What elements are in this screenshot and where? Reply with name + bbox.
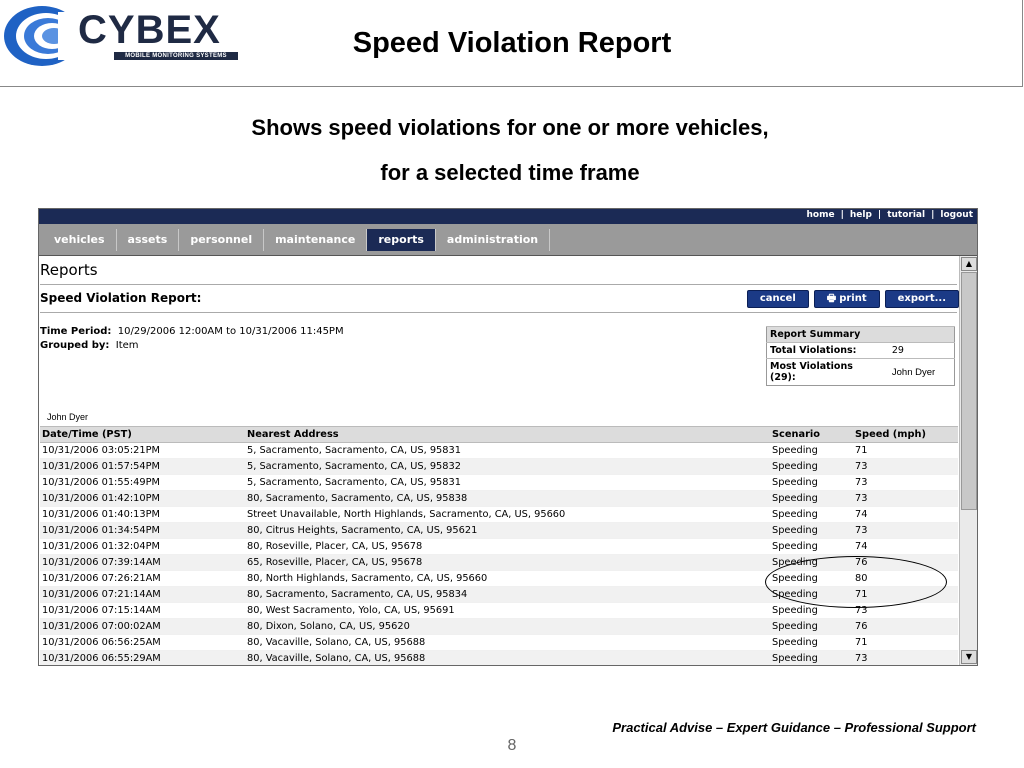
- table-row: [40, 475, 958, 491]
- slide-title: Speed Violation Report: [352, 27, 672, 59]
- table-row: [40, 459, 958, 475]
- top-links: [806, 210, 973, 220]
- column-speed[interactable]: Speed (mph): [853, 427, 958, 443]
- cell-datetime: 10/31/2006 07:26:21AM: [40, 571, 245, 587]
- cell-address: 80, Vacaville, Solano, CA, US, 95688: [245, 635, 770, 651]
- scroll-up-arrow-icon[interactable]: ▲: [961, 257, 977, 271]
- cell-speed: 71: [853, 635, 958, 651]
- slide-header: [0, 0, 1023, 87]
- cell-scenario: Speeding: [770, 603, 853, 619]
- cell-speed: 71: [853, 443, 958, 459]
- cell-scenario: Speeding: [770, 619, 853, 635]
- slide-footer: Practical Advise – Expert Guidance – Professional Support: [612, 720, 976, 735]
- cell-speed: 74: [853, 539, 958, 555]
- cell-address: 5, Sacramento, Sacramento, CA, US, 95831: [245, 443, 770, 459]
- cell-scenario: Speeding: [770, 523, 853, 539]
- table-row: [40, 443, 958, 459]
- cell-datetime: 10/31/2006 01:42:10PM: [40, 491, 245, 507]
- cell-datetime: 10/31/2006 06:55:29AM: [40, 651, 245, 666]
- cell-address: 80, West Sacramento, Yolo, CA, US, 95691: [245, 603, 770, 619]
- cell-speed: 80: [853, 571, 958, 587]
- cell-scenario: Speeding: [770, 571, 853, 587]
- column-address[interactable]: Nearest Address: [245, 427, 770, 443]
- grouped-by-value: Item: [115, 340, 139, 351]
- cell-speed: 73: [853, 459, 958, 475]
- table-header-row: [40, 427, 958, 443]
- cell-scenario: Speeding: [770, 443, 853, 459]
- export-label: export...: [897, 293, 946, 304]
- scroll-thumb[interactable]: [961, 272, 977, 510]
- subtitle-line-2: for a selected time frame: [380, 160, 640, 185]
- report-actions: [747, 290, 959, 308]
- table-row: [40, 491, 958, 507]
- report-summary: [766, 326, 955, 386]
- cell-datetime: 10/31/2006 01:40:13PM: [40, 507, 245, 523]
- cell-speed: 73: [853, 491, 958, 507]
- column-datetime[interactable]: Date/Time (PST): [40, 427, 245, 443]
- table-row: [40, 571, 958, 587]
- table-row: [40, 507, 958, 523]
- cell-address: 5, Sacramento, Sacramento, CA, US, 95831: [245, 475, 770, 491]
- total-violations-label: Total Violations:: [767, 343, 889, 359]
- table-row: [40, 555, 958, 571]
- home-link[interactable]: home: [806, 210, 835, 220]
- tab-maintenance[interactable]: maintenance: [264, 229, 367, 251]
- main-nav: [39, 224, 977, 256]
- most-violations-label: [767, 359, 889, 386]
- table-row: [40, 603, 958, 619]
- logo-tagline: MOBILE MONITORING SYSTEMS: [114, 52, 238, 60]
- table-row: [40, 651, 958, 666]
- cell-address: 80, Sacramento, Sacramento, CA, US, 95834: [245, 587, 770, 603]
- cell-address: Street Unavailable, North Highlands, Sacramento, CA, US, 95660: [245, 507, 770, 523]
- cell-address: 80, Roseville, Placer, CA, US, 95678: [245, 539, 770, 555]
- separator: |: [931, 210, 935, 220]
- cell-datetime: 10/31/2006 07:00:02AM: [40, 619, 245, 635]
- cell-datetime: 10/31/2006 07:39:14AM: [40, 555, 245, 571]
- cell-datetime: 10/31/2006 07:21:14AM: [40, 587, 245, 603]
- report-meta: [40, 325, 344, 353]
- cell-scenario: Speeding: [770, 635, 853, 651]
- divider: [40, 284, 957, 285]
- divider: [40, 312, 957, 313]
- cell-speed: 76: [853, 619, 958, 635]
- tab-reports[interactable]: reports: [367, 229, 436, 251]
- cell-scenario: Speeding: [770, 475, 853, 491]
- grouped-by-label: Grouped by:: [40, 340, 110, 351]
- cell-datetime: 10/31/2006 01:55:49PM: [40, 475, 245, 491]
- cell-address: 65, Roseville, Placer, CA, US, 95678: [245, 555, 770, 571]
- vertical-scrollbar[interactable]: [959, 256, 978, 665]
- tab-assets[interactable]: assets: [117, 229, 180, 251]
- group-name: John Dyer: [47, 412, 89, 422]
- most-violations-label-line2: (29):: [770, 372, 796, 383]
- cancel-button[interactable]: [747, 290, 809, 308]
- page-number: 8: [507, 737, 517, 754]
- cell-address: 80, Dixon, Solano, CA, US, 95620: [245, 619, 770, 635]
- page-heading: Reports: [40, 261, 98, 279]
- most-violations-label-line1: Most Violations: [770, 361, 853, 372]
- export-button[interactable]: [885, 290, 959, 308]
- table-row: [40, 635, 958, 651]
- table-row: [40, 587, 958, 603]
- cell-datetime: 10/31/2006 01:32:04PM: [40, 539, 245, 555]
- cancel-label: cancel: [759, 293, 796, 304]
- table-row: [40, 619, 958, 635]
- most-violations-value: John Dyer: [889, 359, 955, 386]
- violations-table: [40, 426, 958, 665]
- total-violations-value: 29: [889, 343, 955, 359]
- cell-speed: 73: [853, 475, 958, 491]
- cell-scenario: Speeding: [770, 555, 853, 571]
- app-window: [38, 208, 978, 666]
- cell-datetime: 10/31/2006 06:56:25AM: [40, 635, 245, 651]
- cell-scenario: Speeding: [770, 651, 853, 666]
- report-title: Speed Violation Report:: [40, 291, 202, 305]
- tutorial-link[interactable]: tutorial: [887, 210, 926, 220]
- cell-scenario: Speeding: [770, 507, 853, 523]
- top-link-bar: [39, 209, 977, 224]
- cell-datetime: 10/31/2006 01:34:54PM: [40, 523, 245, 539]
- print-label: print: [839, 293, 867, 304]
- tab-administration[interactable]: administration: [436, 229, 550, 251]
- cell-address: 80, Sacramento, Sacramento, CA, US, 95838: [245, 491, 770, 507]
- cell-speed: 76: [853, 555, 958, 571]
- logo-wordmark: CYBEX: [78, 8, 221, 52]
- cell-scenario: Speeding: [770, 459, 853, 475]
- cell-scenario: Speeding: [770, 539, 853, 555]
- tab-personnel[interactable]: personnel: [179, 229, 264, 251]
- cell-scenario: Speeding: [770, 587, 853, 603]
- printer-icon: 🖶: [826, 293, 837, 304]
- time-period-value: 10/29/2006 12:00AM to 10/31/2006 11:45PM: [117, 326, 344, 337]
- cell-speed: 73: [853, 651, 958, 666]
- cell-address: 80, Citrus Heights, Sacramento, CA, US, 95621: [245, 523, 770, 539]
- table-row: [40, 523, 958, 539]
- print-button[interactable]: [814, 290, 880, 308]
- separator: |: [840, 210, 844, 220]
- summary-header: Report Summary: [767, 327, 955, 343]
- separator: |: [877, 210, 882, 220]
- cell-address: 80, North Highlands, Sacramento, CA, US, 95660: [245, 571, 770, 587]
- help-link[interactable]: help: [849, 210, 872, 220]
- cell-datetime: 10/31/2006 03:05:21PM: [40, 443, 245, 459]
- column-scenario[interactable]: Scenario: [770, 427, 853, 443]
- cell-address: 80, Vacaville, Solano, CA, US, 95688: [245, 651, 770, 666]
- logout-link[interactable]: logout: [940, 210, 973, 220]
- cell-speed: 74: [853, 507, 958, 523]
- cell-speed: 71: [853, 587, 958, 603]
- cell-address: 5, Sacramento, Sacramento, CA, US, 95832: [245, 459, 770, 475]
- cell-datetime: 10/31/2006 01:57:54PM: [40, 459, 245, 475]
- subtitle-line-1: Shows speed violations for one or more vehicles,: [251, 115, 769, 140]
- cell-speed: 73: [853, 603, 958, 619]
- scroll-down-arrow-icon[interactable]: ▼: [961, 650, 977, 664]
- cell-scenario: Speeding: [770, 491, 853, 507]
- cell-datetime: 10/31/2006 07:15:14AM: [40, 603, 245, 619]
- report-content: [39, 256, 959, 665]
- time-period-label: Time Period:: [40, 326, 112, 337]
- cell-speed: 73: [853, 523, 958, 539]
- tab-vehicles[interactable]: vehicles: [43, 229, 117, 251]
- table-row: [40, 539, 958, 555]
